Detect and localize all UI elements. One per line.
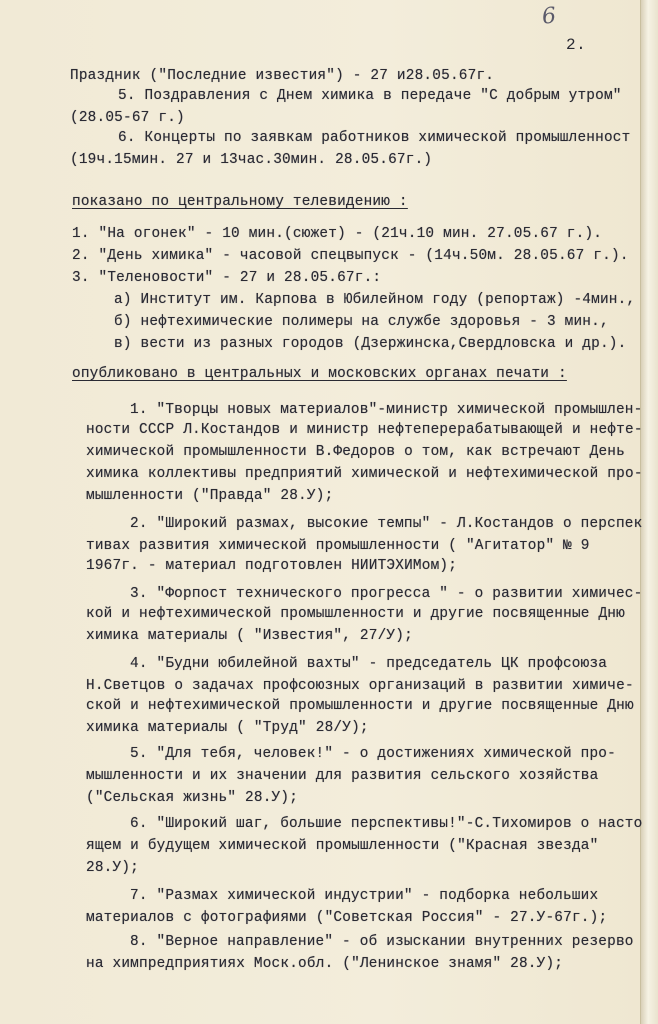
text-line: химика материалы ( "Труд" 28/У); [86,720,369,736]
list-subitem: а) Институт им. Карпова в Юбилейном году (репортаж) -4мин., [114,292,636,308]
text-line: на химпредприятиях Моск.обл. ("Ленинское знамя" 28.У); [86,956,564,972]
text-line: мышленности ("Правда" 28.У); [86,488,334,504]
text-line: (28.05-67 г.) [70,110,185,126]
section-heading-press: опубликовано в центральных и московских органах печати : [72,366,567,382]
handwritten-page-mark: 6 [540,3,558,30]
text-line: тивах развития химической промышленности ( "Агитатор" № 9 [86,538,590,554]
text-line: материалов с фотографиями ("Советская Россия" - 27.У-67г.); [86,910,608,926]
text-line: химика материалы ( "Известия", 27/У); [86,628,413,644]
list-subitem: б) нефтехимические полимеры на службе здоровья - 3 мин., [114,314,609,330]
text-line: химика коллективы предприятий химической и нефтехимической про- [86,466,643,482]
text-line: ности СССР Л.Костандов и министр нефтеперерабатывающей и нефте- [86,422,643,438]
page-edge [640,0,658,1024]
text-line: химической промышленности В.Федоров о том, как встречают День [86,444,625,460]
text-line: (19ч.15мин. 27 и 13час.30мин. 28.05.67г.) [70,152,433,168]
text-line: 1967г. - материал подготовлен НИИТЭХИМом); [86,558,458,574]
list-subitem: в) вести из разных городов (Дзержинска,Свердловска и др.). [114,336,627,352]
text-line: мышленности и их значении для развития сельского хозяйства [86,768,599,784]
text-line: 8. "Верное направление" - об изыскании внутренних резерво [130,934,634,950]
text-line: ящем и будущем химической промышленности ("Красная звезда" [86,838,599,854]
list-item: 3. "Теленовости" - 27 и 28.05.67г.: [72,270,382,286]
text-line: кой и нефтехимической промышленности и другие посвященные Дню [86,606,625,622]
text-line: 2. "Широкий размах, высокие темпы" - Л.Костандов о перспек [130,516,643,532]
text-line: 5. Поздравления с Днем химика в передаче "С добрым утром" [118,88,622,104]
text-line: 7. "Размах химической индустрии" - подборка небольших [130,888,599,904]
text-line: 6. "Широкий шаг, большие перспективы!"-С.Тихомиров о насто [130,816,643,832]
page-number: 2. [566,36,587,54]
text-line: 3. "Форпост технического прогресса " - о развитии химичес- [130,586,643,602]
list-item: 1. "На огонек" - 10 мин.(сюжет) - (21ч.10 мин. 27.05.67 г.). [72,226,603,242]
text-line: ("Сельская жизнь" 28.У); [86,790,299,806]
text-line: Праздник ("Последние известия") - 27 и28.05.67г. [70,68,495,84]
text-line: 5. "Для тебя, человек!" - о достижениях химической про- [130,746,616,762]
text-line: Н.Светцов о задачах профсоюзных организаций в развитии химиче- [86,678,634,694]
section-heading-tv: показано по центральному телевидению : [72,194,408,210]
text-line: 1. "Творцы новых материалов"-министр химической промышлен- [130,402,643,418]
list-item: 2. "День химика" - часовой спецвыпуск - (14ч.50м. 28.05.67 г.). [72,248,629,264]
text-line: 4. "Будни юбилейной вахты" - председатель ЦК профсоюза [130,656,608,672]
text-line: ской и нефтехимической промышленности и другие посвященные Дню [86,698,634,714]
text-line: 28.У); [86,860,140,876]
text-line: 6. Концерты по заявкам работников химической промышленност [118,130,631,146]
